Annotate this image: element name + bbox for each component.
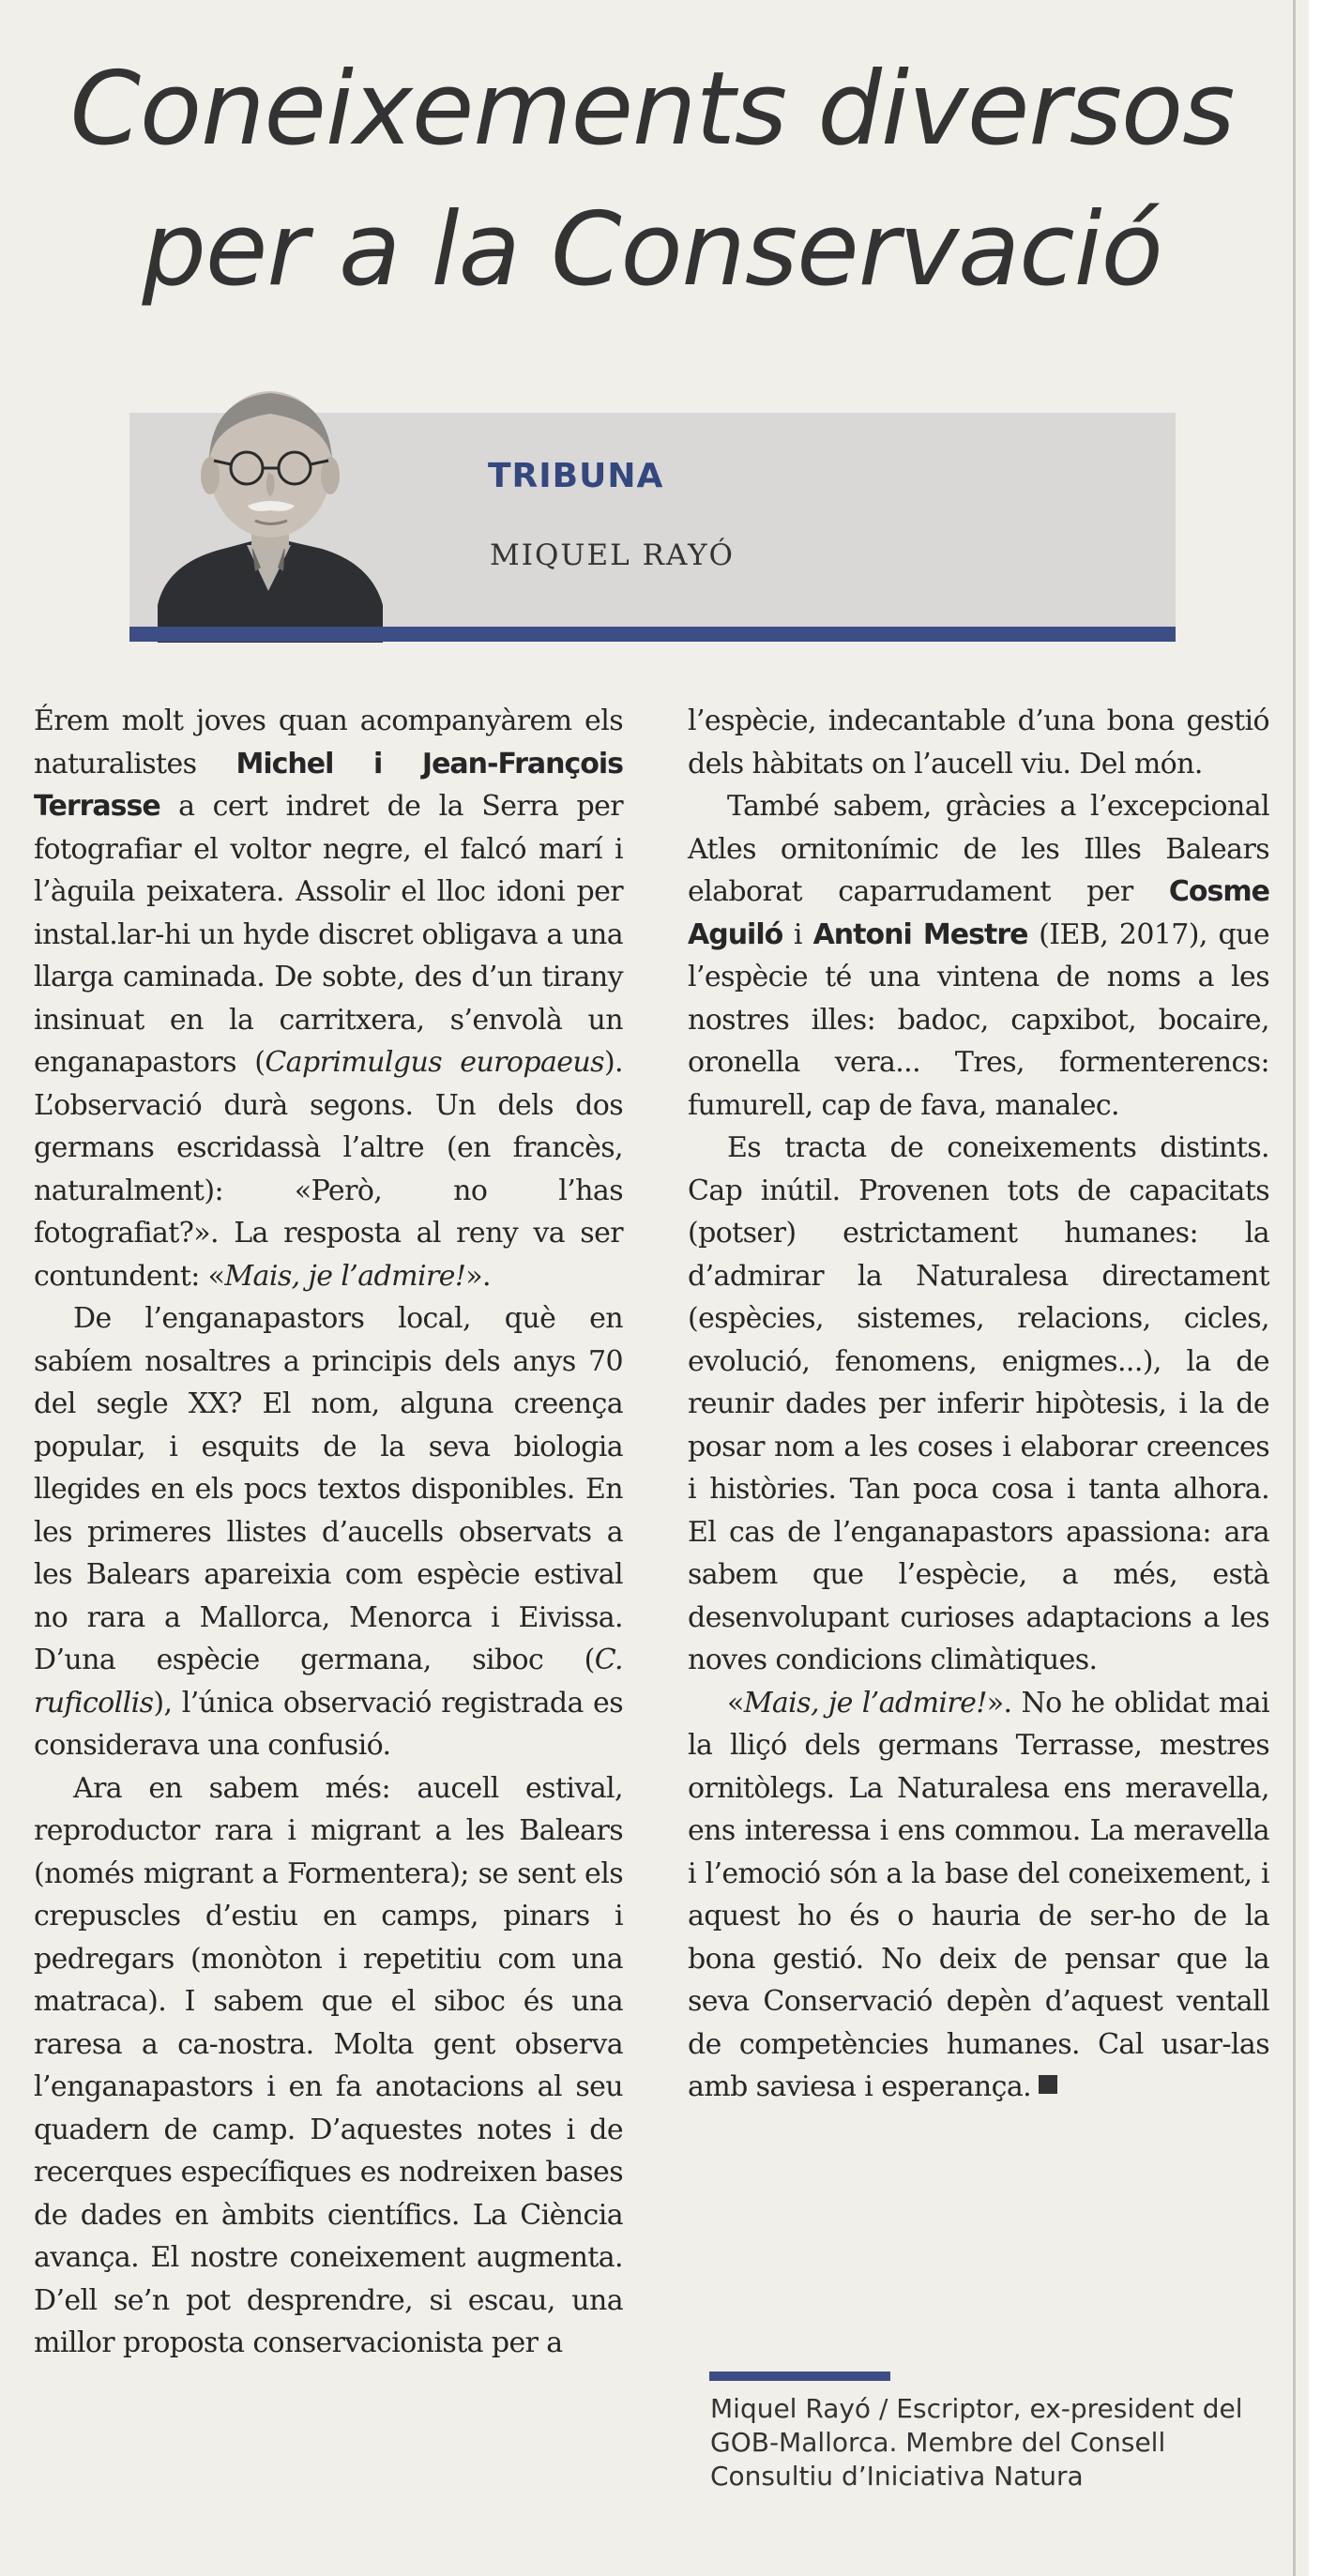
author-bio-note: Miquel Rayó / Escriptor, ex-president del GOB-Mallorca. Membre del Consell Consultiu d’Iniciativa Natura [710, 2393, 1243, 2492]
paragraph [34, 1297, 623, 1767]
paragraph: l’espècie, indecantable d’una bona gestió dels hàbitats on l’aucell viu. Del món. [688, 705, 1269, 780]
headline-line-1: Coneixements diversos [69, 51, 1235, 168]
byline-rule [129, 627, 1176, 642]
text-run: Érem molt joves quan acompanyàrem els naturalistes [34, 705, 623, 780]
end-of-article-mark [1039, 2075, 1057, 2094]
author-portrait [158, 371, 383, 643]
italic-term: Caprimulgus europaeus [265, 1046, 604, 1079]
headline [47, 39, 1257, 321]
text-run: ). L’observació durà segons. Un dels dos germans escridassà l’altre (en francès, naturalment): «Però, no l’has fotografiat?». La resposta al reny va ser contundent: « [34, 1046, 623, 1293]
italic-quote: Mais, je l’admire! [743, 1686, 987, 1720]
author-name: MIQUEL RAYÓ [490, 538, 735, 572]
headline-line-2: per a la Conservació [142, 191, 1162, 309]
italic-term: C. ruficollis [34, 1644, 623, 1720]
page-edge-bleed [1293, 0, 1296, 2576]
section-label: TRIBUNA [488, 457, 664, 495]
text-run: També sabem, gràcies a l’excepcional Atles ornitonímic de les Illes Balears elaborat caparrudament per [688, 790, 1269, 908]
article-column-left [34, 700, 623, 2365]
paragraph [688, 1682, 1269, 2109]
scan-margin [1309, 0, 1336, 2576]
paragraph: Es tracta de coneixements distints. Cap inútil. Provenen tots de capacitats (potser) estrictament humanes: la d’admirar la Naturalesa directament (espècies, sistemes, relacions, cicles, evolució, fenomens, enigmes...), la de reunir dades per inferir hipòtesis, i la de posar nom a les coses i elaborar creences i històries. Tan poca cosa i tanta alhora. El cas de l’enganapastors apassiona: ara sabem que l’espècie, a més, està desenvolupant curioses adaptacions a les noves condicions climàtiques. [688, 1131, 1269, 1676]
article-column-right [688, 700, 1269, 2109]
paragraph [34, 700, 623, 1297]
bold-name: Michel i Jean-François Terrasse [34, 747, 623, 823]
bold-name: Antoni Mestre [812, 917, 1028, 951]
text-run: ), l’única observació registrada es considerava una confusió. [34, 1686, 623, 1762]
text-run: De l’enganapastors local, què en sabíem nosaltres a principis dels anys 70 del segle XX? El nom, alguna creença popular, i esquits de la seva biologia llegides en els pocs textos disponibles. En les primeres llistes d’aucells observats a les Balears apareixia com espècie estival no rara a Mallorca, Menorca i Eivissa. D’una espècie germana, siboc ( [34, 1302, 623, 1676]
text-run: i [782, 917, 813, 951]
italic-quote: Mais, je l’admire! [224, 1259, 466, 1293]
footer-rule [709, 2371, 890, 2381]
paragraph: Ara en sabem més: aucell estival, reproductor rara i migrant a les Balears (només migrant a Formentera); se sent els crepuscles d’estiu en camps, pinars i pedregars (monòton i repetitiu com una matraca). I sabem que el siboc és una raresa a ca-nostra. Molta gent observa l’enganapastors i en fa anotacions al seu quadern de camp. D’aquestes notes i de recerques específiques es nodreixen bases de dades en àmbits científics. La Ciència avança. El nostre coneixement augmenta. D’ell se’n pot desprendre, si escau, una millor proposta conservacionista per a [34, 1771, 623, 2359]
paragraph [688, 785, 1269, 1127]
text-run: (IEB, 2017), que l’espècie té una vintena de noms a les nostres illes: badoc, capxibot, bocaire, oronella vera... Tres, formenterencs: fumurell, cap de fava, manalec. [688, 917, 1269, 1122]
text-run: « [727, 1686, 744, 1720]
text-run: ». [465, 1259, 491, 1293]
text-run: ». No he oblidat mai la lliçó dels germans Terrasse, mestres ornitòlegs. La Naturalesa ens meravella, ens interessa i ens commou. La meravella i l’emoció són a la base del coneixement, i aquest ho és o hauria de ser-ho de la bona gestió. No deix de pensar que la seva Conservació depèn d’aquest ventall de competències humanes. Cal usar-las amb saviesa i esperança. [688, 1686, 1270, 2103]
bold-name: Cosme Aguiló [688, 875, 1269, 951]
text-run: a cert indret de la Serra per fotografiar el voltor negre, el falcó marí i l’àguila peixatera. Assolir el lloc idoni per instal.lar-hi un hyde discret obligava a una llarga caminada. De sobte, des d’un tirany insinuat en la carritxera, s’envolà un enganapastors ( [34, 790, 623, 1079]
